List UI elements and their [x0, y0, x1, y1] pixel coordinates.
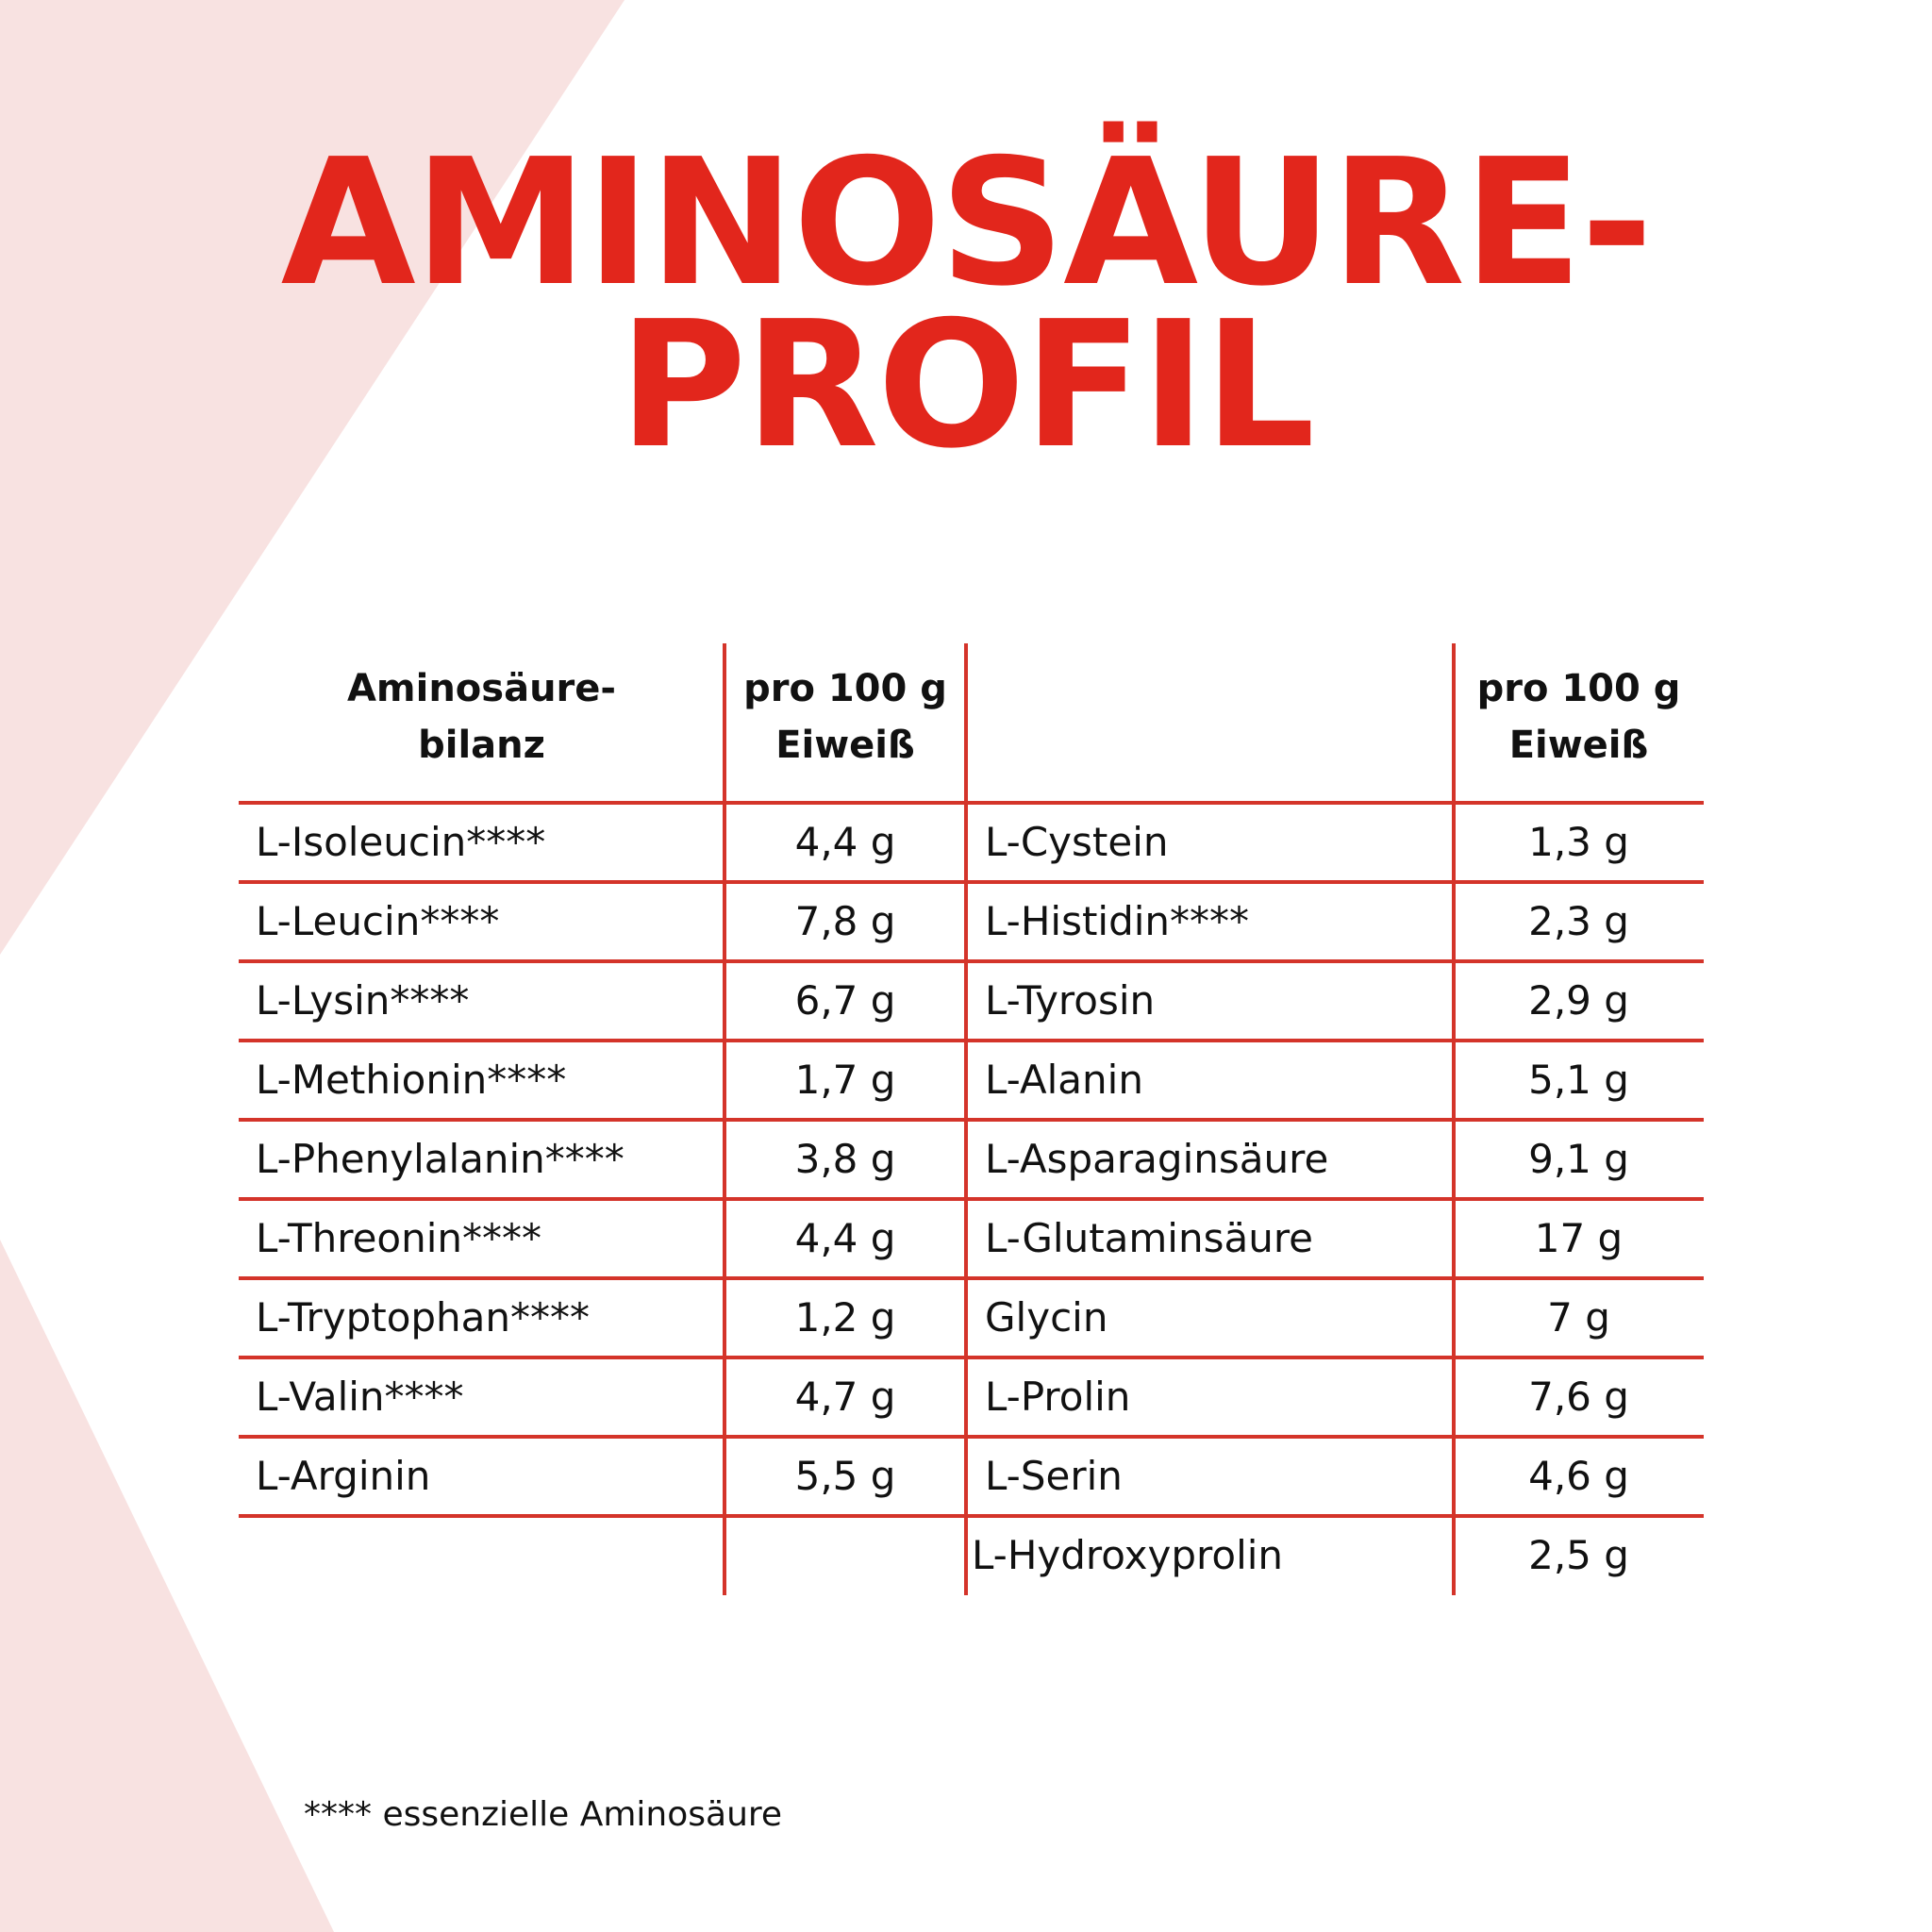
amino-acid-value: 2,3 g	[1528, 898, 1629, 944]
amino-acid-name: L-Serin	[985, 1453, 1123, 1499]
amino-acid-value: 2,9 g	[1528, 977, 1629, 1024]
amino-acid-value: 2,5 g	[1528, 1532, 1629, 1578]
amino-acid-value: 4,6 g	[1528, 1453, 1629, 1499]
amino-acid-value: 4,7 g	[794, 1374, 896, 1420]
title-line-1: AMINOSÄURE-	[280, 121, 1652, 325]
amino-acid-value: 7,6 g	[1528, 1374, 1629, 1420]
header-pro-100g-eiweiss-right	[1454, 660, 1704, 774]
amino-acid-name: L-Arginin	[256, 1453, 431, 1499]
header-pro-100g-eiweiss-left	[724, 660, 966, 774]
amino-acid-value: 1,3 g	[1528, 819, 1629, 865]
amino-acid-value: 1,7 g	[794, 1057, 896, 1103]
h1-line-1: Aminosäure-	[346, 667, 617, 710]
amino-acid-name: L-Prolin	[985, 1374, 1131, 1420]
amino-acid-name: L-Tryptophan****	[256, 1294, 591, 1341]
amino-acid-value: 4,4 g	[794, 819, 896, 865]
amino-acid-name: L-Glutaminsäure	[985, 1215, 1314, 1261]
amino-acid-name: L-Tyrosin	[985, 977, 1156, 1024]
amino-acid-value: 5,1 g	[1528, 1057, 1629, 1103]
amino-acid-name: L-Hydroxyprolin	[972, 1532, 1284, 1578]
amino-acid-name: L-Methionin****	[256, 1057, 567, 1103]
amino-acid-value: 1,2 g	[794, 1294, 896, 1341]
amino-acid-value: 9,1 g	[1528, 1136, 1629, 1182]
h2-line-2: Eiweiß	[775, 724, 915, 767]
amino-acid-value: 17 g	[1534, 1215, 1624, 1261]
h1-line-2: bilanz	[418, 724, 545, 767]
page-title	[0, 121, 1932, 487]
amino-acid-name: L-Leucin****	[256, 898, 500, 944]
amino-acid-value: 7,8 g	[794, 898, 896, 944]
amino-acid-value: 7 g	[1547, 1294, 1610, 1341]
amino-acid-name: L-Isoleucin****	[256, 819, 546, 865]
amino-acid-name: L-Asparaginsäure	[985, 1136, 1329, 1182]
h4-line-2: Eiweiß	[1508, 724, 1649, 767]
amino-acid-name: L-Alanin	[985, 1057, 1143, 1103]
amino-acid-name: L-Threonin****	[256, 1215, 542, 1261]
amino-acid-value: 5,5 g	[794, 1453, 896, 1499]
amino-acid-name: L-Histidin****	[985, 898, 1250, 944]
amino-acid-name: L-Valin****	[256, 1374, 464, 1420]
footnote: **** essenzielle Aminosäure	[304, 1795, 783, 1834]
h2-line-1: pro 100 g	[743, 667, 947, 710]
amino-acid-name: L-Lysin****	[256, 977, 470, 1024]
h4-line-1: pro 100 g	[1476, 667, 1681, 710]
amino-acid-name: L-Cystein	[985, 819, 1169, 865]
title-line-2: PROFIL	[618, 283, 1314, 487]
amino-acid-value: 3,8 g	[794, 1136, 896, 1182]
amino-acid-name: L-Phenylalanin****	[256, 1136, 625, 1182]
amino-acid-name: Glycin	[985, 1294, 1108, 1341]
amino-acid-value: 4,4 g	[794, 1215, 896, 1261]
header-aminosaeure-bilanz	[239, 660, 724, 774]
amino-acid-value: 6,7 g	[794, 977, 896, 1024]
